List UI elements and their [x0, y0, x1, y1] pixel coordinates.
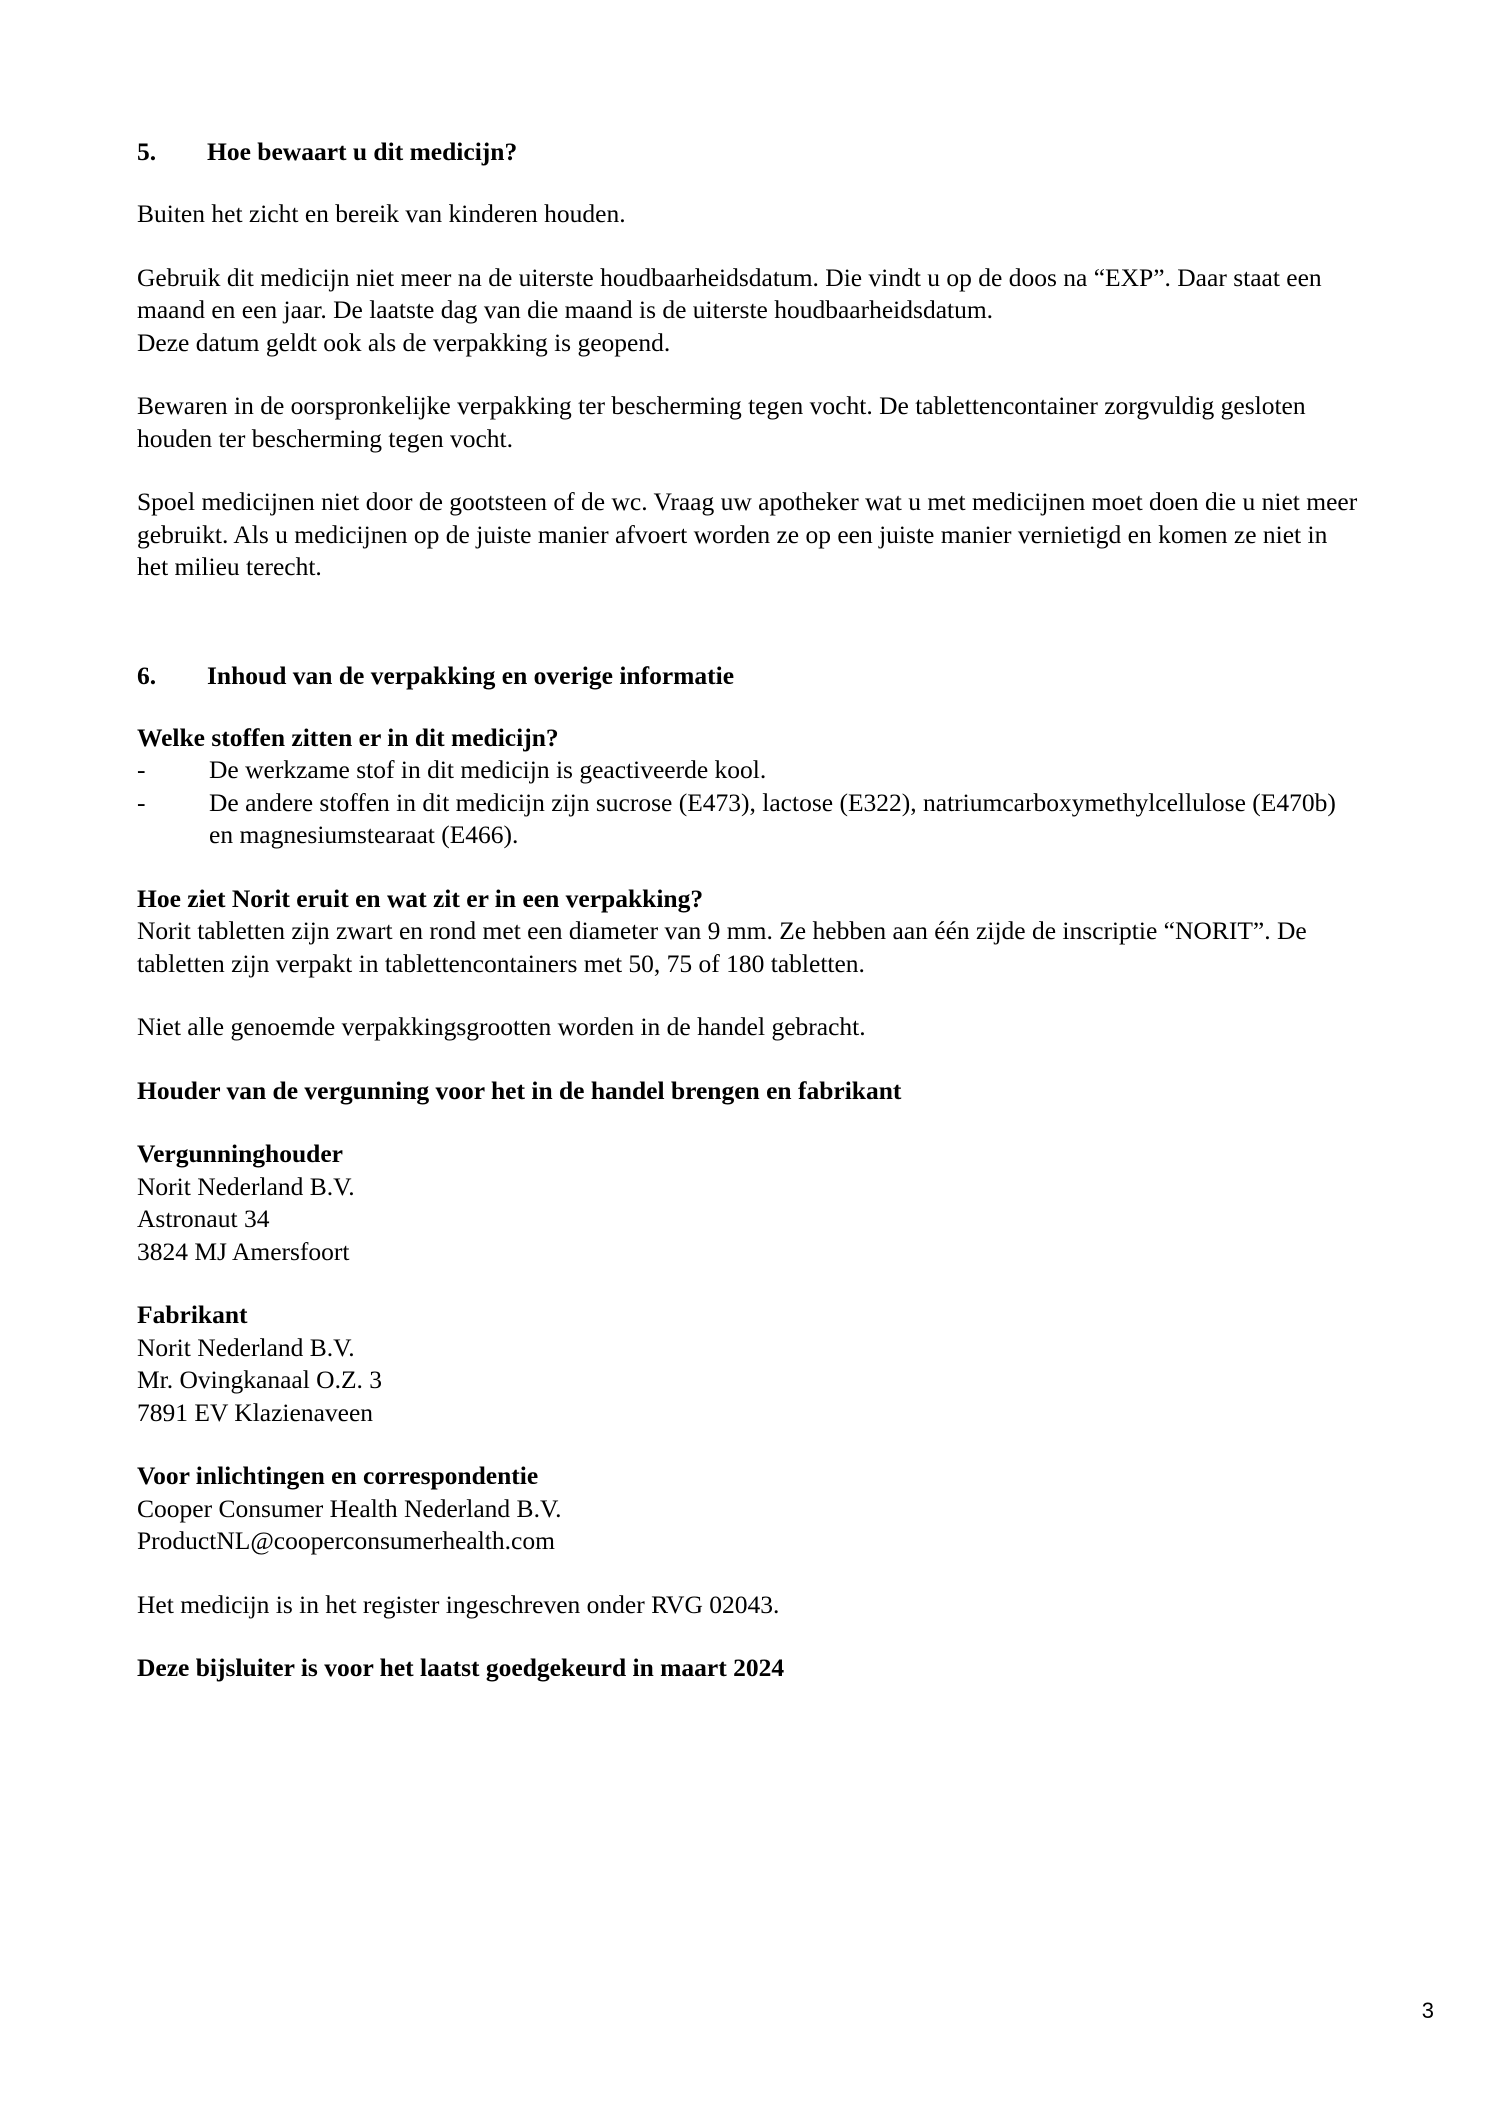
- manufacturer-label: Fabrikant: [137, 1300, 248, 1329]
- correspondence-label: Voor inlichtingen en correspondentie: [137, 1461, 539, 1490]
- manufacturer-line: Norit Nederland B.V.: [137, 1332, 355, 1362]
- licence-holder-line: Norit Nederland B.V.: [137, 1171, 355, 1201]
- section-5-number: 5.: [137, 137, 157, 166]
- licence-holder-line: Astronaut 34: [137, 1204, 270, 1233]
- list-item: [137, 787, 1359, 852]
- bullet-dash-icon: -: [137, 787, 146, 817]
- ingredient-active: De werkzame stof in dit medicijn is geactiveerde kool.: [209, 755, 767, 784]
- section-5-paragraph-storage: Bewaren in de oorspronkelijke verpakking ter bescherming tegen vocht. De tablettencontainer zorgvuldig gesloten houden ter bescherming tegen vocht.: [137, 391, 1306, 453]
- approval-text: Deze bijsluiter is voor het laatst goedgekeurd in maart 2024: [137, 1653, 785, 1682]
- section-6-number: 6.: [137, 660, 157, 690]
- correspondence-block: [137, 1460, 1359, 1558]
- section-6-title: Inhoud van de verpakking en overige informatie: [207, 660, 735, 690]
- manufacturer-block: [137, 1299, 1359, 1429]
- spacer: [137, 1107, 1359, 1138]
- section-5-paragraph-children: Buiten het zicht en bereik van kinderen houden.: [137, 199, 626, 228]
- licence-holder-block: [137, 1138, 1359, 1268]
- manufacturer-line: Mr. Ovingkanaal O.Z. 3: [137, 1365, 383, 1394]
- section-5-title: Hoe bewaart u dit medicijn?: [207, 137, 518, 166]
- section-5-paragraph-opened: Deze datum geldt ook als de verpakking is geopend.: [137, 327, 671, 357]
- bullet-dash-icon: -: [137, 755, 146, 784]
- ingredients-list: [137, 754, 1359, 852]
- correspondence-company: Cooper Consumer Health Nederland B.V.: [137, 1493, 562, 1523]
- page-number: 3: [1421, 1998, 1434, 2023]
- ingredients-heading: Welke stoffen zitten er in dit medicijn?: [137, 722, 559, 752]
- section-6-heading: [137, 661, 1359, 691]
- registration-text: Het medicijn is in het register ingeschreven onder RVG 02043.: [137, 1589, 780, 1619]
- ingredient-excipients: De andere stoffen in dit medicijn zijn sucrose (E473), lactose (E322), natriumcarboxymethylcellulose (E470b) en magnesiumstearaat (E466).: [209, 787, 1336, 849]
- spacer: [137, 1558, 1359, 1589]
- section-5-paragraph-expiry: Gebruik dit medicijn niet meer na de uiterste houdbaarheidsdatum. Die vindt u op de doos na “EXP”. Daar staat een maand en een jaar. De laatste dag van die maand is de uiterste houdbaarheidsdatum.: [137, 262, 1322, 324]
- section-spacer: [137, 615, 1359, 661]
- page-content: [137, 137, 1359, 1685]
- marketing-heading: Houder van de vergunning voor het in de handel brengen en fabrikant: [137, 1075, 902, 1105]
- section-5-heading: [137, 137, 1359, 167]
- list-item: [137, 754, 1359, 787]
- appearance-text: Norit tabletten zijn zwart en rond met een diameter van 9 mm. Ze hebben aan één zijde de inscriptie “NORIT”. De tabletten zijn verpakt in tablettencontainers met 50, 75 of 180 tabletten.: [137, 916, 1307, 978]
- appearance-note: Niet alle genoemde verpakkingsgrootten worden in de handel gebracht.: [137, 1012, 866, 1041]
- licence-holder-line: 3824 MJ Amersfoort: [137, 1236, 350, 1266]
- spacer: [137, 852, 1359, 883]
- spacer: [137, 1268, 1359, 1299]
- appearance-heading: Hoe ziet Norit eruit en wat zit er in een verpakking?: [137, 883, 704, 913]
- manufacturer-line: 7891 EV Klazienaveen: [137, 1397, 374, 1427]
- licence-holder-label: Vergunninghouder: [137, 1139, 343, 1168]
- section-5-paragraph-disposal: Spoel medicijnen niet door de gootsteen of de wc. Vraag uw apotheker wat u met medicijnen moet doen die u niet meer gebruikt. Als u medicijnen op de juiste manier afvoert worden ze op een juiste manier vernietigd en komen ze niet in het milieu terecht.: [137, 487, 1358, 581]
- spacer: [137, 1429, 1359, 1460]
- correspondence-email: ProductNL@cooperconsumerhealth.com: [137, 1526, 555, 1555]
